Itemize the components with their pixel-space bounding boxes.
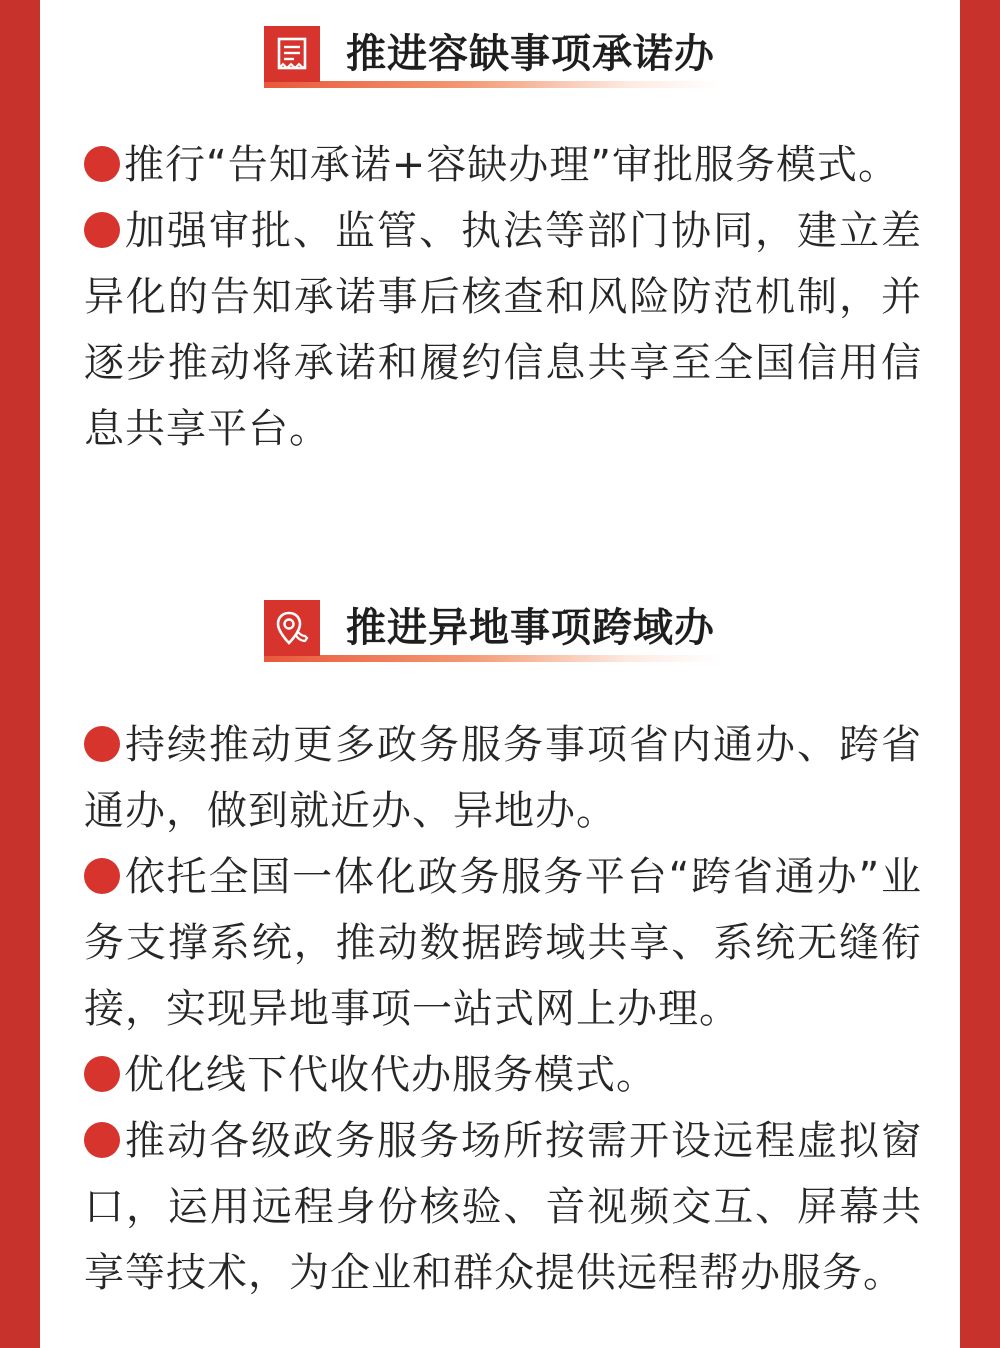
bullet-dot-icon (84, 1056, 120, 1092)
header-underline (264, 81, 720, 88)
right-red-border (960, 0, 1000, 1348)
document-receipt-icon (264, 26, 320, 82)
section-content-promise (84, 132, 922, 462)
bullet-dot-icon (84, 212, 120, 248)
list-item (84, 712, 922, 844)
bullet-text: 推行“告知承诺+容缺办理”审批服务模式。 (124, 142, 899, 188)
section-content-cross-region (84, 712, 922, 1306)
location-phone-icon (264, 600, 320, 656)
section-title: 推进容缺事项承诺办 (346, 31, 715, 77)
bullet-dot-icon (84, 726, 120, 762)
bullet-dot-icon (84, 1122, 120, 1158)
left-red-border (0, 0, 40, 1348)
bullet-text: 推动各级政务服务场所按需开设远程虚拟窗口，运用远程身份核验、音视频交互、屏幕共享等技术，为企业和群众提供远程帮办服务。 (84, 1118, 922, 1296)
bullet-dot-icon (84, 146, 120, 182)
bullet-text: 持续推动更多政务服务事项省内通办、跨省通办，做到就近办、异地办。 (84, 722, 922, 834)
header-underline (264, 655, 720, 662)
bullet-dot-icon (84, 858, 120, 894)
bullet-text: 加强审批、监管、执法等部门协同，建立差异化的告知承诺事后核查和风险防范机制，并逐步推动将承诺和履约信息共享至全国信用信息共享平台。 (84, 208, 922, 452)
bullet-text: 依托全国一体化政务服务平台“跨省通办”业务支撑系统，推动数据跨域共享、系统无缝衔接，实现异地事项一站式网上办理。 (84, 854, 922, 1032)
list-item (84, 1108, 922, 1306)
list-item (84, 198, 922, 462)
list-item (84, 1042, 922, 1108)
list-item (84, 844, 922, 1042)
list-item (84, 132, 922, 198)
section-title: 推进异地事项跨域办 (346, 605, 715, 651)
bullet-text: 优化线下代收代办服务模式。 (124, 1052, 657, 1098)
